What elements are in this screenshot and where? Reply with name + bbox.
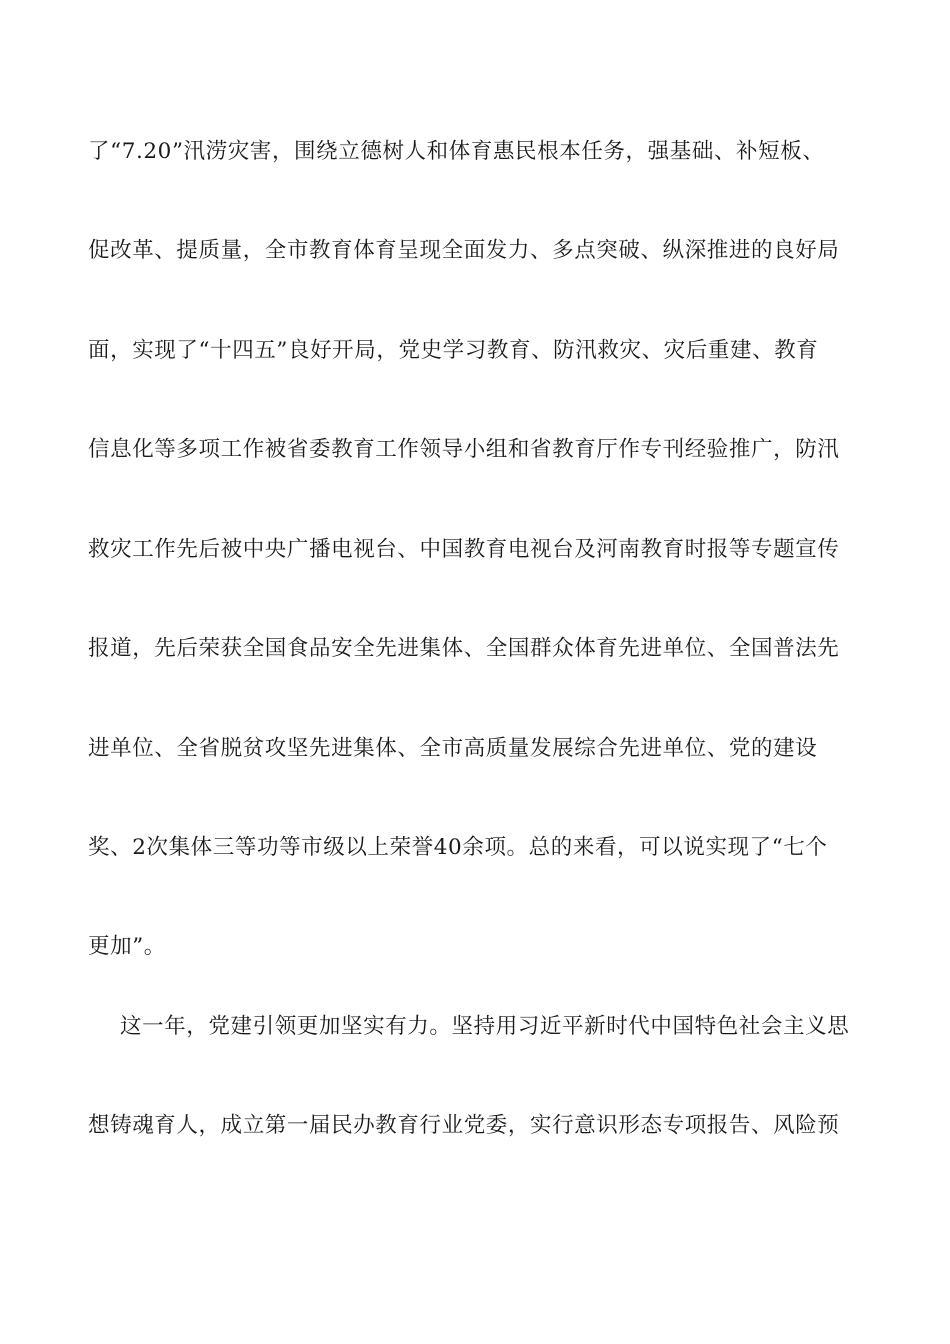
paragraph-line: 奖、2次集体三等功等市级以上荣誉40余项。总的来看，可以说实现了“七个 xyxy=(88,835,828,860)
paragraph-line: 更加”。 xyxy=(88,934,166,959)
paragraph-line: 信息化等多项工作被省委教育工作领导小组和省教育厅作专刊经验推广，防汛 xyxy=(88,437,840,462)
paragraph-line: 报道，先后荣获全国食品安全先进集体、全国群众体育先进单位、全国普法先 xyxy=(88,636,840,661)
paragraph-line: 进单位、全省脱贫攻坚先进集体、全市高质量发展综合先进单位、党的建设 xyxy=(88,736,818,761)
paragraph-line: 面，实现了“十四五”良好开局，党史学习教育、防汛救灾、灾后重建、教育 xyxy=(88,338,819,363)
paragraph-line: 促改革、提质量，全市教育体育呈现全面发力、多点突破、纵深推进的良好局 xyxy=(88,238,840,263)
paragraph-line: 想铸魂育人，成立第一届民办教育行业党委，实行意识形态专项报告、风险预 xyxy=(88,1113,840,1138)
paragraph-line: 了“7.20”汛涝灾害，围绕立德树人和体育惠民根本任务，强基础、补短板、 xyxy=(88,139,825,164)
paragraph-line: 这一年，党建引领更加坚实有力。坚持用习近平新时代中国特色社会主义思 xyxy=(120,1014,850,1039)
paragraph-line: 救灾工作先后被中央广播电视台、中国教育电视台及河南教育时报等专题宣传 xyxy=(88,537,840,562)
